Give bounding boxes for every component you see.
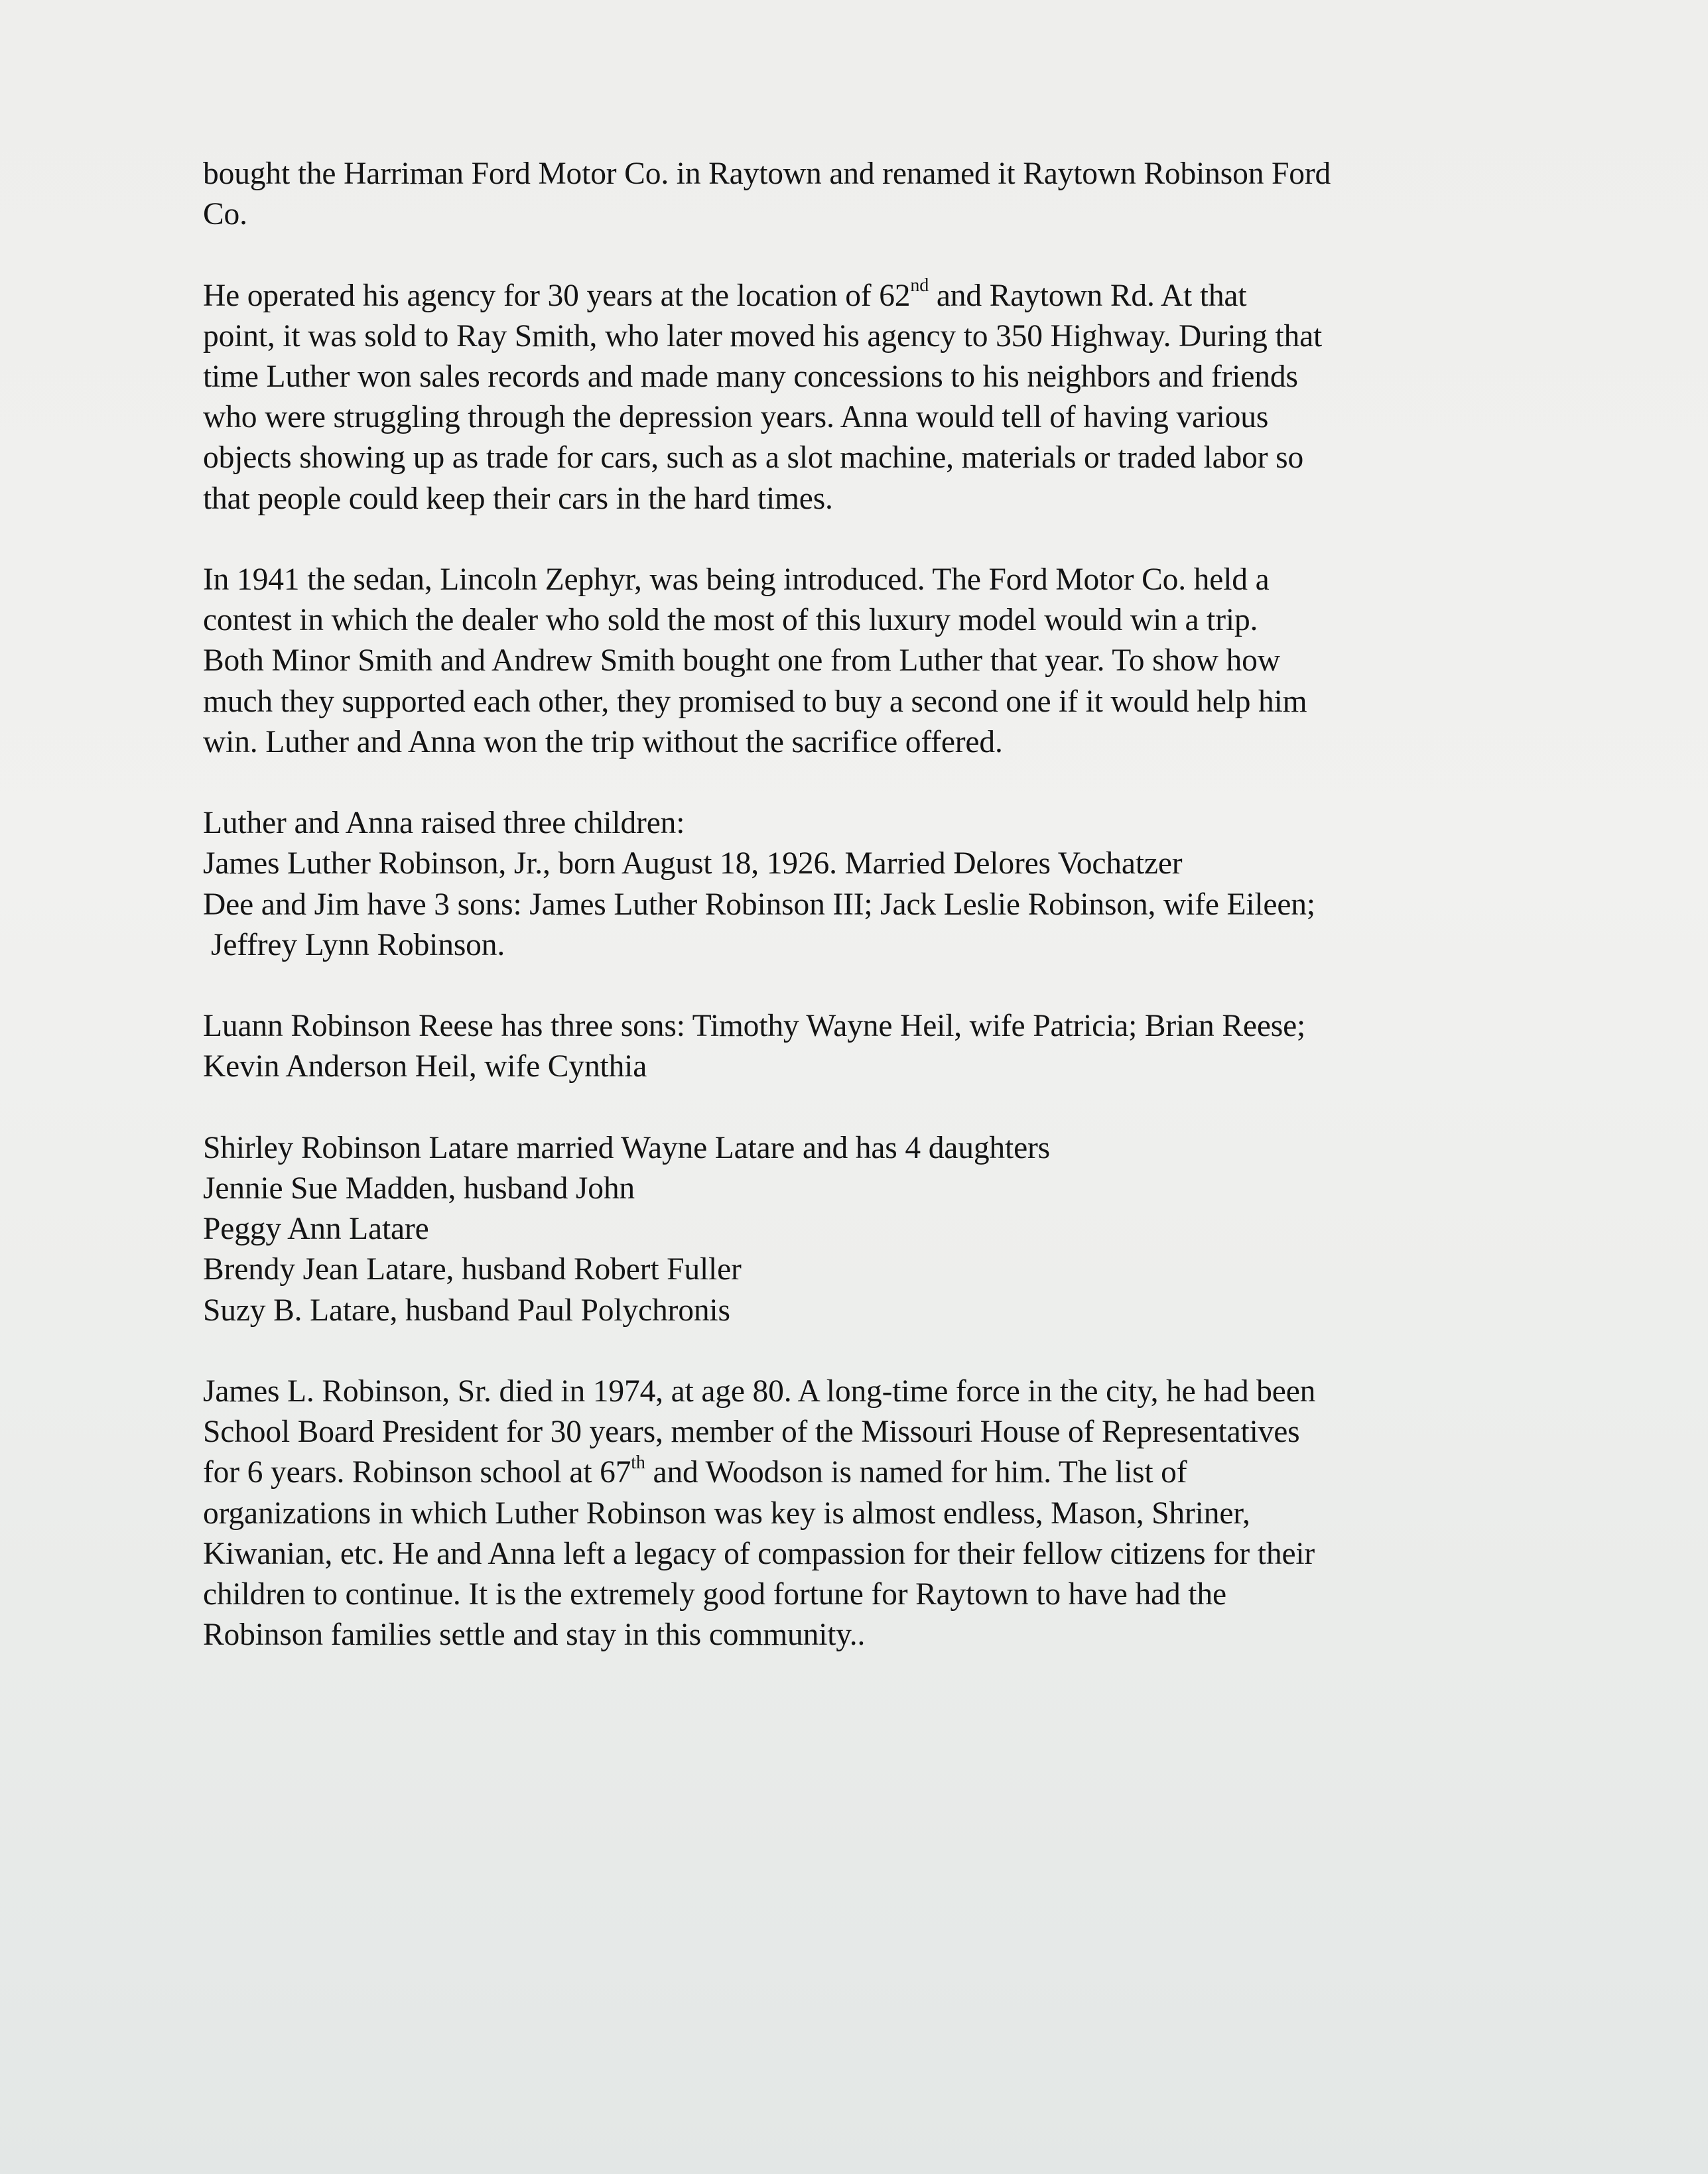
paragraph — [203, 276, 1503, 519]
text-line: Kevin Anderson Heil, wife Cynthia — [203, 1049, 647, 1084]
text-line: Co. — [203, 197, 247, 232]
text-segment: for 6 years. Robinson school at 67 — [203, 1455, 631, 1490]
text-segment: and Woodson is named for him. The list of — [645, 1455, 1187, 1490]
text-line: win. Luther and Anna won the trip without the sacrifice offered. — [203, 724, 1003, 759]
text-line: Both Minor Smith and Andrew Smith bought one from Luther that year. To show how — [203, 643, 1280, 678]
text-line: In 1941 the sedan, Lincoln Zephyr, was being introduced. The Ford Motor Co. held a — [203, 562, 1270, 597]
paragraph — [203, 560, 1503, 763]
ordinal-superscript: nd — [910, 275, 929, 296]
text-line — [203, 276, 1503, 316]
text-line — [203, 1452, 1503, 1493]
text-line: Brendy Jean Latare, husband Robert Fuller — [203, 1252, 742, 1287]
text-line: Suzy B. Latare, husband Paul Polychronis — [203, 1293, 730, 1328]
text-line: Dee and Jim have 3 sons: James Luther Robinson III; Jack Leslie Robinson, wife Eileen; — [203, 887, 1315, 922]
text-segment: He operated his agency for 30 years at the location of 62 — [203, 278, 911, 313]
text-line: Luann Robinson Reese has three sons: Timothy Wayne Heil, wife Patricia; Brian Reese; — [203, 1009, 1306, 1044]
text-line: point, it was sold to Ray Smith, who later moved his agency to 350 Highway. During that — [203, 318, 1323, 353]
text-line: School Board President for 30 years, member of the Missouri House of Representatives — [203, 1415, 1300, 1450]
text-line: Luther and Anna raised three children: — [203, 806, 685, 841]
text-line: organizations in which Luther Robinson was key is almost endless, Mason, Shriner, — [203, 1496, 1250, 1531]
paragraph — [203, 154, 1503, 235]
text-line: Peggy Ann Latare — [203, 1212, 429, 1247]
text-line: children to continue. It is the extremely good fortune for Raytown to have had the — [203, 1577, 1226, 1612]
body-text — [203, 154, 1503, 1696]
margin-smudge — [38, 1489, 54, 1511]
text-line: Jennie Sue Madden, husband John — [203, 1171, 635, 1206]
paragraph — [203, 1372, 1503, 1655]
text-line: that people could keep their cars in the hard times. — [203, 481, 833, 516]
text-line: Shirley Robinson Latare married Wayne Latare and has 4 daughters — [203, 1130, 1051, 1165]
text-line: time Luther won sales records and made many concessions to his neighbors and friends — [203, 359, 1298, 394]
ordinal-superscript: th — [631, 1452, 645, 1473]
text-line: Jeffrey Lynn Robinson. — [211, 927, 505, 962]
text-line: James Luther Robinson, Jr., born August 18, 1926. Married Delores Vochatzer — [203, 846, 1183, 881]
paragraph — [203, 1006, 1503, 1087]
text-line: bought the Harriman Ford Motor Co. in Raytown and renamed it Raytown Robinson Ford — [203, 157, 1331, 191]
paragraph — [203, 1128, 1503, 1331]
text-line: James L. Robinson, Sr. died in 1974, at age 80. A long-time force in the city, he had been — [203, 1374, 1316, 1409]
text-line: Robinson families settle and stay in this community.. — [203, 1618, 866, 1653]
text-segment: and Raytown Rd. At that — [929, 278, 1247, 313]
paragraph — [203, 803, 1503, 966]
text-line: objects showing up as trade for cars, such as a slot machine, materials or traded labor so — [203, 440, 1304, 476]
text-line: who were struggling through the depression years. Anna would tell of having various — [203, 400, 1269, 435]
text-line: Kiwanian, etc. He and Anna left a legacy of compassion for their fellow citizens for their — [203, 1536, 1315, 1571]
text-line: much they supported each other, they promised to buy a second one if it would help him — [203, 684, 1307, 719]
text-line: contest in which the dealer who sold the most of this luxury model would win a trip. — [203, 603, 1258, 638]
